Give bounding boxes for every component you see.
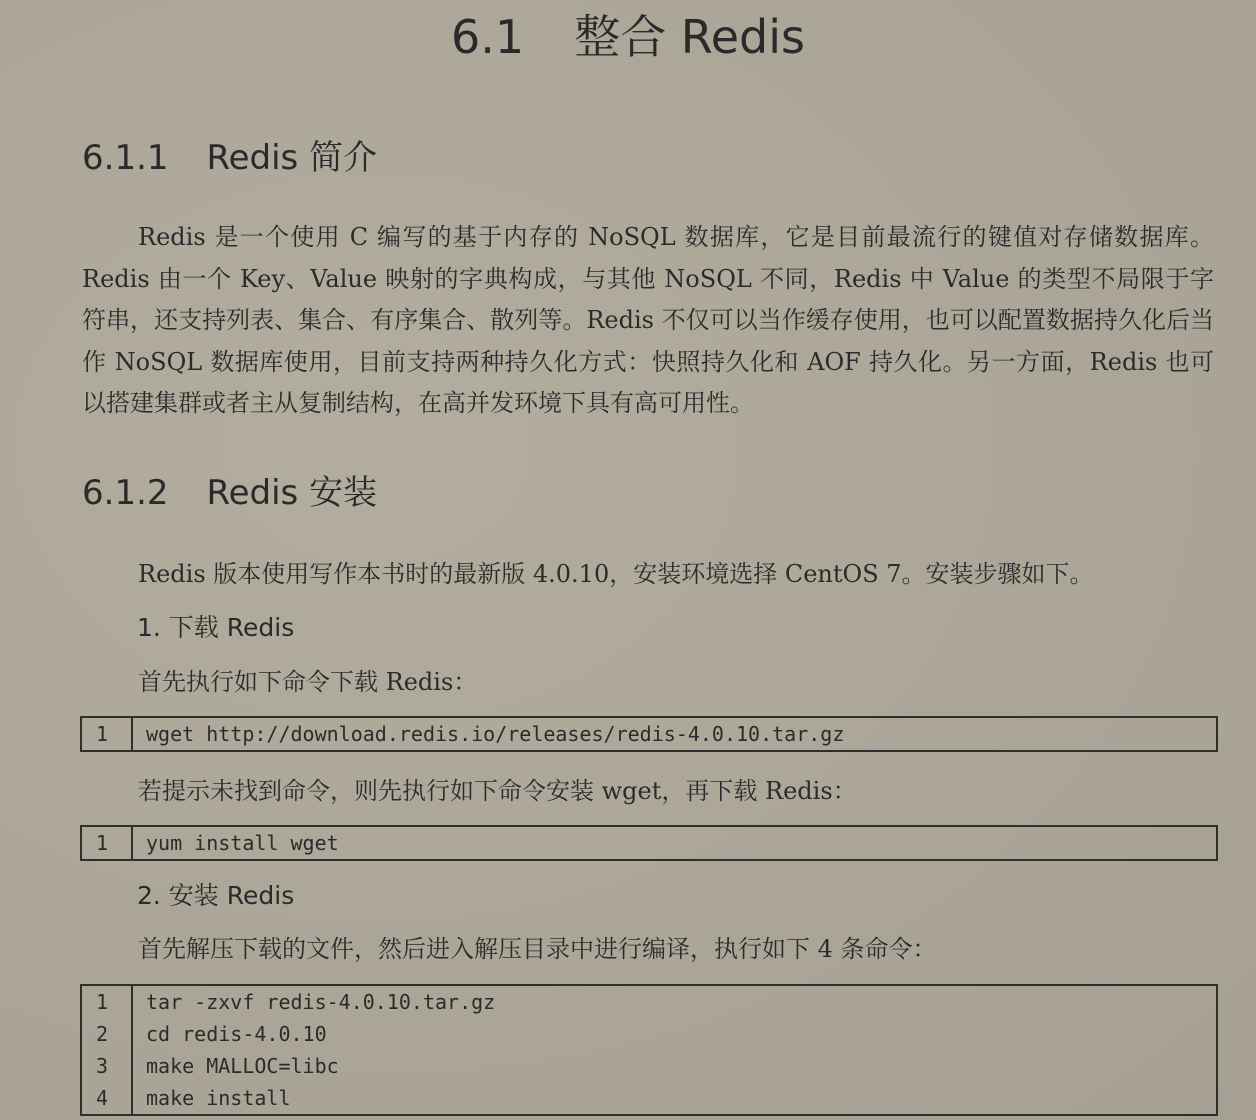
code-text: tar -zxvf redis-4.0.10.tar.gz [146, 990, 496, 1014]
code-block-download [80, 716, 1218, 752]
subsection-heading-install [82, 471, 377, 515]
code-block-install [80, 984, 1218, 1116]
code-line [82, 986, 1216, 1018]
subsection-number: 6.1.1 [82, 138, 169, 178]
section-number: 6.1 [451, 10, 525, 64]
line-number: 1 [82, 718, 133, 750]
line-number: 1 [82, 827, 133, 859]
code-text: make MALLOC=libc [146, 1054, 339, 1078]
wget-hint-text: 若提示未找到命令，则先执行如下命令安装 wget，再下载 Redis： [138, 777, 857, 805]
code-line [82, 827, 1216, 859]
section-title-text: 整合 Redis [574, 10, 805, 64]
code-line [82, 718, 1216, 750]
step-heading-install: 2. 安装 Redis [137, 881, 295, 910]
intro-paragraph: Redis 是一个使用 C 编写的基于内存的 NoSQL 数据库，它是目前最流行的键值对存储数据库。Redis 由一个 Key、Value 映射的字典构成，与其他 NoSQL 不同，Redis 中 Value 的类型不局限于字符串，还支持列表、集合、有序集合、散列等。Redis 不仅可以当作缓存使用，也可以配置数据持久化后当作 NoSQL 数据库使用，目前支持两种持久化方式：快照持久化和 AOF 持久化。另一方面，Redis 也可以搭建集群或者主从复制结构，在高并发环境下具有高可用性。 [82, 223, 1214, 417]
subsection-title: Redis 安装 [206, 473, 378, 513]
step-heading-download: 1. 下载 Redis [137, 613, 295, 642]
line-number: 2 [82, 1018, 133, 1050]
code-block-wget [80, 825, 1218, 861]
subsection-title: Redis 简介 [206, 138, 378, 178]
code-text: cd redis-4.0.10 [146, 1022, 327, 1046]
download-instruction: 首先执行如下命令下载 Redis： [138, 668, 478, 696]
code-text: make install [146, 1086, 291, 1110]
line-number: 1 [82, 986, 133, 1018]
code-line [82, 1082, 1216, 1114]
code-text: wget http://download.redis.io/releases/redis-4.0.10.tar.gz [146, 722, 845, 746]
install-intro-text: Redis 版本使用写作本书时的最新版 4.0.10，安装环境选择 CentOS 7。安装步骤如下。 [138, 560, 1094, 588]
subsection-heading-intro [82, 136, 377, 180]
line-number: 4 [82, 1082, 133, 1114]
code-line [82, 1018, 1216, 1050]
line-number: 3 [82, 1050, 133, 1082]
chapter-section-title [0, 4, 1256, 70]
code-text: yum install wget [146, 831, 339, 855]
subsection-number: 6.1.2 [82, 473, 169, 513]
install-instruction: 首先解压下载的文件，然后进入解压目录中进行编译，执行如下 4 条命令： [138, 935, 937, 963]
code-line [82, 1050, 1216, 1082]
